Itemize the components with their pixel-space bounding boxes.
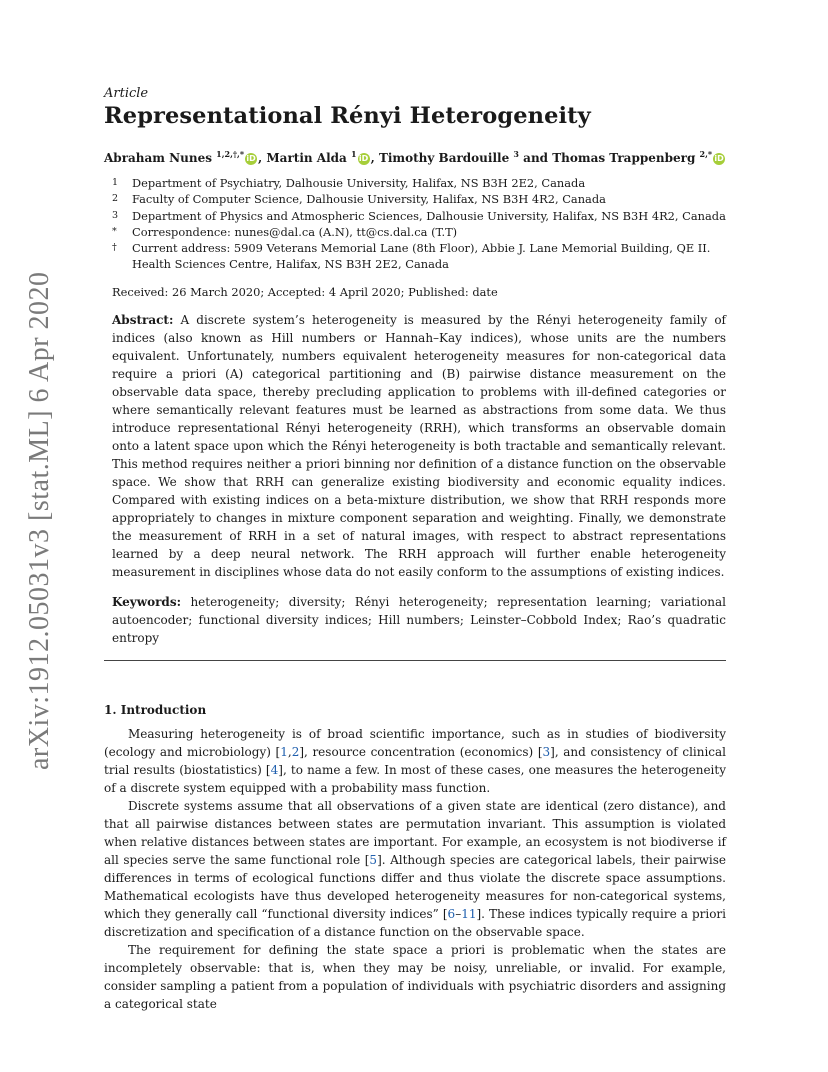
paragraph [104, 797, 726, 941]
orcid-icon[interactable]: iD [714, 153, 724, 163]
author-name: Martin Alda [266, 151, 347, 165]
affiliation-mark: † [112, 242, 117, 254]
affiliation-text: Department of Psychiatry, Dalhousie University, Halifax, NS B3H 2E2, Canada [132, 176, 586, 190]
affiliation-list [112, 175, 726, 273]
paragraph-text: Measuring heterogeneity is of broad scientific importance, such as in studies of biodiversity (ecology and microbiology) [ [104, 726, 726, 759]
keywords-text: heterogeneity; diversity; Rényi heterogeneity; representation learning; variational autoencoder; functional diversity indices; Hill numbers; Leinster–Cobbold Index; Rao’s quadratic entropy [112, 594, 726, 645]
affiliation-item [112, 175, 726, 191]
affiliation-item [112, 240, 726, 273]
author-name: Thomas Trappenberg [552, 151, 696, 165]
paragraph-text: ], and consistency of clinical trial results (biostatistics) [ [104, 744, 727, 777]
paragraph-text: – [455, 906, 462, 921]
author-list [104, 149, 726, 165]
publication-dates: Received: 26 March 2020; Accepted: 4 April 2020; Published: date [112, 284, 498, 299]
arxiv-identifier: arXiv:1912.05031v3 [stat.ML] 6 Apr 2020 [24, 271, 55, 770]
author-separator: and [518, 151, 553, 165]
paragraph-text: ]. Although species are categorical labels, their pairwise differences in terms of ecological functions differ and thus violate the discrete space assumptions. Mathematical ecologists have thus developed heterogeneity measures for non-categorical systems, which they generally call “functional diversity indices” [ [104, 852, 727, 921]
author-affiliation-marks: 1 [351, 149, 357, 159]
paragraph-text: ], resource concentration (economics) [ [299, 744, 543, 759]
affiliation-mark: 1 [112, 177, 119, 188]
author-affiliation-marks: 1,2,†,* [216, 149, 245, 159]
keywords [112, 593, 726, 647]
author-name: Timothy Bardouille [378, 151, 510, 165]
citation-link[interactable]: 4 [270, 762, 279, 777]
section-body [104, 725, 726, 1013]
citation-link[interactable]: 2 [291, 744, 300, 759]
abstract [112, 311, 726, 581]
affiliation-mark: * [112, 225, 117, 237]
citation-link[interactable]: 1 [280, 744, 288, 759]
affiliation-item [112, 224, 726, 240]
affiliation-mark: 3 [112, 209, 119, 221]
orcid-icon[interactable]: iD [358, 153, 369, 163]
paragraph-text: ]. These indices typically require a priori discretization and specification of a distance function on the observable space. [104, 906, 726, 939]
citation-link[interactable]: 5 [369, 852, 378, 867]
author-affiliation-marks: 2,* [699, 149, 713, 159]
paragraph-text: Discrete systems assume that all observations of a given state are identical (zero distance), and that all pairwise distances between states are permutation invariant. This assumption is violated when relative distances between states are important. For example, an ecosystem is not biodiverse if all species serve the same functional role [ [104, 798, 726, 867]
citation-link[interactable]: 6 [447, 906, 456, 921]
section-heading: 1. Introduction [104, 702, 207, 717]
affiliation-mark: 2 [112, 193, 119, 205]
paragraph-text: ], to name a few. In most of these cases, one measures the heterogeneity of a discrete system equipped with a probability mass function. [104, 762, 727, 795]
paragraph-text: The requirement for defining the state space a priori is problematic when the states are incompletely observable: that is, when they may be noisy, unreliable, or invalid. For example, consider sampling a patient from a population of individuals with psychiatric disorders and assigning a categorical state [104, 942, 726, 1011]
affiliation-text: Current address: 5909 Veterans Memorial Lane (8th Floor), Abbie J. Lane Memorial Building, QE II. Health Sciences Centre, Halifax, NS B3H 2E2, Canada [132, 241, 711, 272]
paper-title: Representational Rényi Heterogeneity [104, 103, 591, 129]
keywords-label: Keywords: [112, 594, 182, 609]
abstract-label: Abstract: [112, 312, 174, 327]
orcid-icon[interactable]: iD [246, 153, 256, 163]
article-type: Article [104, 86, 149, 101]
affiliation-text: Faculty of Computer Science, Dalhousie University, Halifax, NS B3H 4R2, Canada [132, 192, 606, 207]
abstract-text: A discrete system’s heterogeneity is measured by the Rényi heterogeneity family of indices (also known as Hill numbers or Hannah–Kay indices), whose units are the numbers equivalent. Unfortunately, numbers equivalent heterogeneity measures for non-categorical data require a priori (A) categorical partitioning and (B) pairwise distance measurement on the observable data space, thereby precluding application to problems with ill-defined categories or where semantically relevant features must be learned as abstractions from some data. We thus introduce representational Rényi heterogeneity (RRH), which transforms an observable domain onto a latent space upon which the Rényi heterogeneity is both tractable and semantically relevant. This method requires neither a priori binning nor definition of a distance function on the observable space. We show that RRH can generalize existing biodiversity and economic equality indices. Compared with existing indices on a beta-mixture distribution, we show that RRH responds more appropriately to changes in mixture component separation and weighting. Finally, we demonstrate the measurement of RRH in a set of natural images, with respect to abstract representations learned by a deep neural network. The RRH approach will further enable heterogeneity measurement in disciplines whose data do not easily conform to the assumptions of existing indices. [112, 312, 726, 579]
author-affiliation-marks: 3 [513, 149, 519, 159]
affiliation-text: Correspondence: nunes@dal.ca (A.N), tt@cs.dal.ca (T.T) [132, 224, 458, 239]
paragraph [104, 941, 726, 1013]
affiliation-item [112, 208, 726, 224]
citation-link[interactable]: 11 [461, 906, 477, 921]
paragraph-text: , [287, 744, 292, 759]
author-separator: , [370, 151, 379, 165]
citation-link[interactable]: 3 [542, 744, 551, 759]
author-separator: , [258, 151, 267, 165]
affiliation-text: Department of Physics and Atmospheric Sciences, Dalhousie University, Halifax, NS B3H 4R2, Canada [132, 208, 726, 223]
author-name: Abraham Nunes [104, 151, 212, 165]
paper-page [104, 86, 726, 1013]
affiliation-item [112, 191, 726, 207]
paragraph [104, 725, 726, 797]
section-divider [104, 660, 726, 661]
